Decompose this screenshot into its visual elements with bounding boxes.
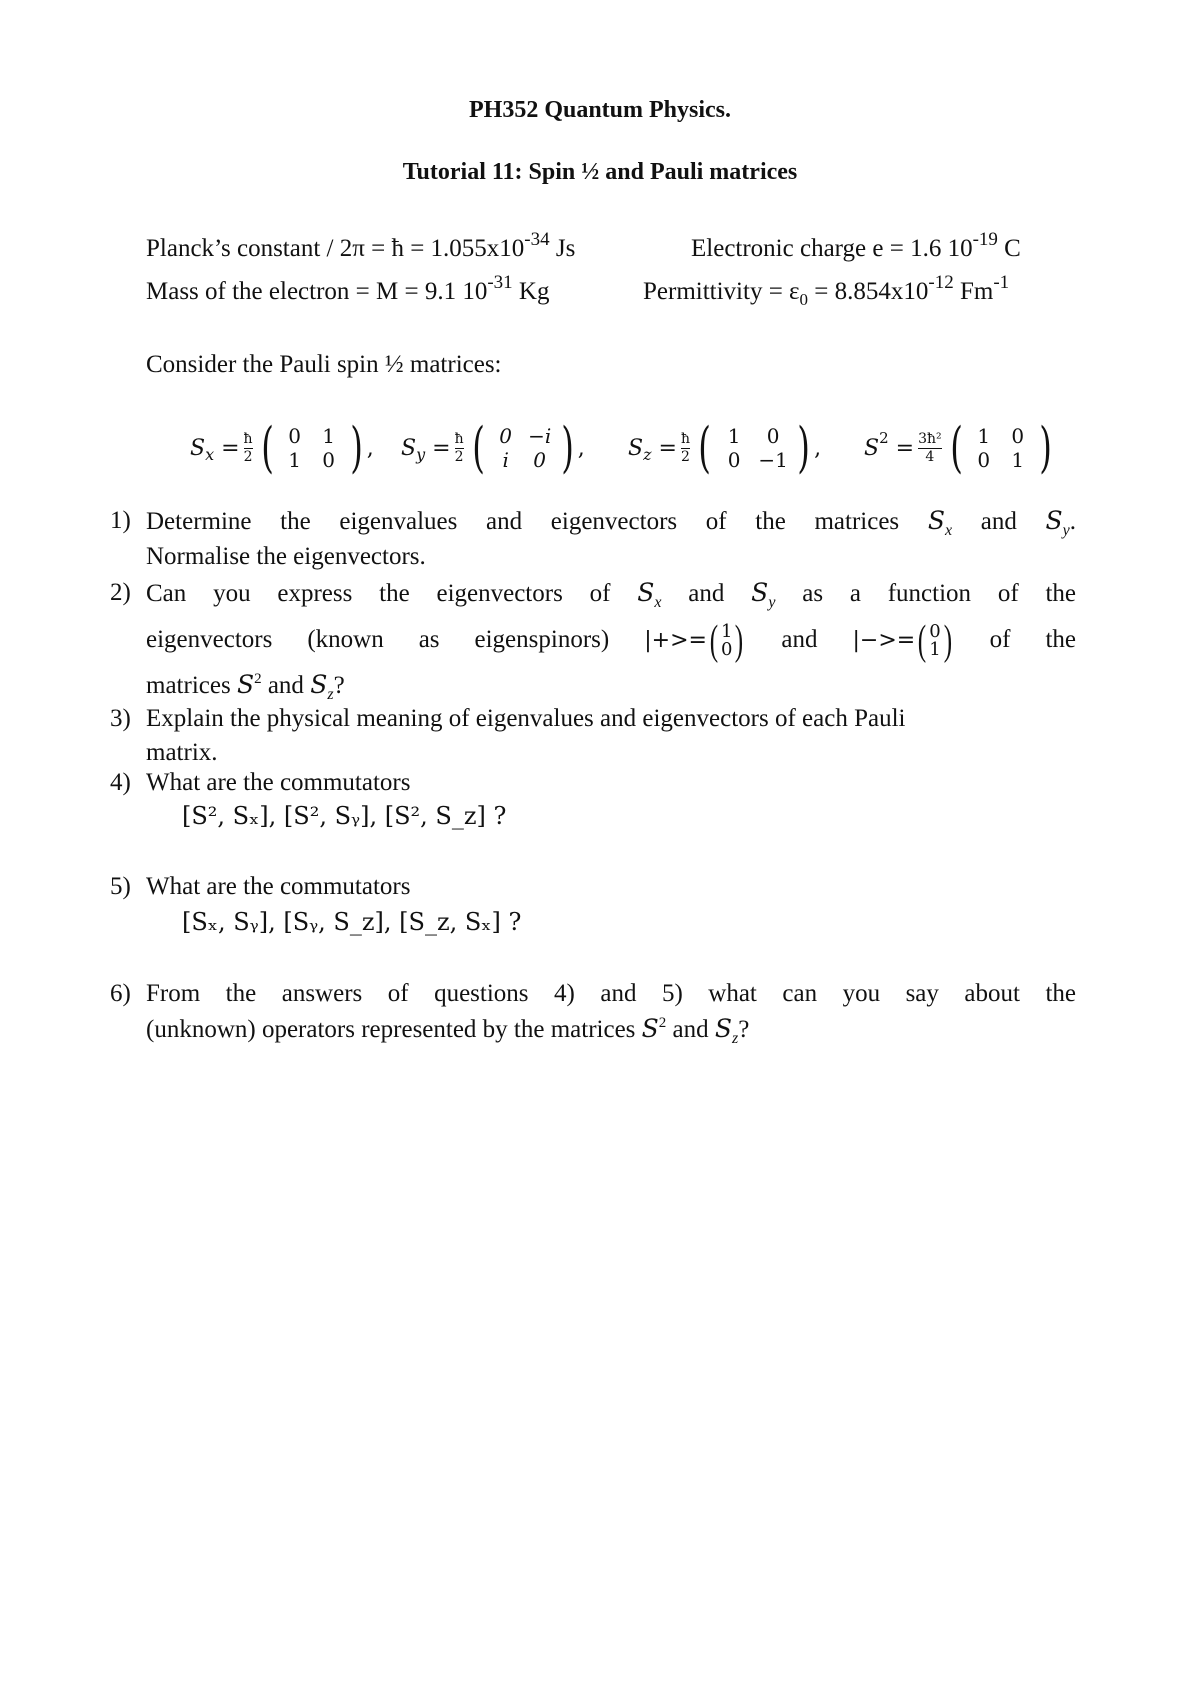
question-5-line-1: 5) What are the commutators (110, 873, 411, 900)
matrix-sy: S y = $\frac{ħ}{2}$ ( 0 −i i 0 ) , (401, 416, 585, 479)
matrix-s2: S 2 = $\frac{\text{3ħ²}}{4}$ ( 1 0 0 1 ) (864, 416, 1052, 479)
question-1-line-1: 1) Determine the eigenvalues and eigenvectors of the matrices $S_x$ and $S_y$. (110, 506, 1077, 539)
question-1-line-2: Normalise the eigenvectors. (146, 543, 426, 570)
tutorial-title: Tutorial 11: Spin ½ and Pauli matrices (402, 159, 798, 185)
permittivity: Permittivity = $\varepsilon_0 = 8.854x10^{-12}$ $Fm^{-1}$ (643, 271, 1010, 309)
question-2-line-1: 2) Can you express the eigenvectors of $S_x$ and $S_y$ as a function of the (110, 578, 1076, 611)
question-3-line-2: matrix. (146, 739, 218, 766)
ket-minus-vector: ( 0 1 ) (918, 618, 952, 665)
matrix-sz: S z = $\frac{ħ}{2}$ ( 1 0 0 −1 ) , (628, 416, 822, 479)
planck-constant: Planck’s constant / 2π = ħ = $1.055x10^{-34}$ Js (146, 228, 576, 262)
electron-mass: Mass of the electron = M = 9.1 $10^{-31}$ Kg (146, 271, 550, 305)
question-4-commutators: [S², Sₓ], [S², Sᵧ], [S², S_z] ? (182, 802, 507, 830)
electronic-charge: Electronic charge e = 1.6 $10^{-19}$ C (691, 228, 1021, 262)
question-4-line-1: 4) What are the commutators (110, 769, 411, 796)
question-6-line-1: 6) From the answers of questions 4) and 5) what can you say about the (110, 980, 1076, 1007)
question-6-line-2: (unknown) operators represented by the matrices $S^2$ and $S_z$? (146, 1014, 750, 1047)
question-2-line-3: matrices $S^2$ and $S_z$? (146, 670, 345, 703)
matrix-sx: S x = $\frac{ħ}{2}$ ( 0 1 1 0 ) , (190, 416, 374, 479)
question-3-line-1: 3) Explain the physical meaning of eigenvalues and eigenvectors of each Pauli (110, 705, 906, 732)
question-2-line-2: eigenvectors (known as eigenspinors) |+>= ( 1 0 ) and |−>= ( 0 1 ) of the (146, 618, 1077, 665)
intro-text: Consider the Pauli spin ½ matrices: (146, 351, 502, 378)
course-title: PH352 Quantum Physics. (468, 97, 732, 123)
pauli-matrices (0, 418, 1200, 478)
ket-plus-vector: ( 1 0 ) (709, 618, 744, 665)
question-5-commutators: [Sₓ, Sᵧ], [Sᵧ, S_z], [S_z, Sₓ] ? (182, 908, 522, 936)
